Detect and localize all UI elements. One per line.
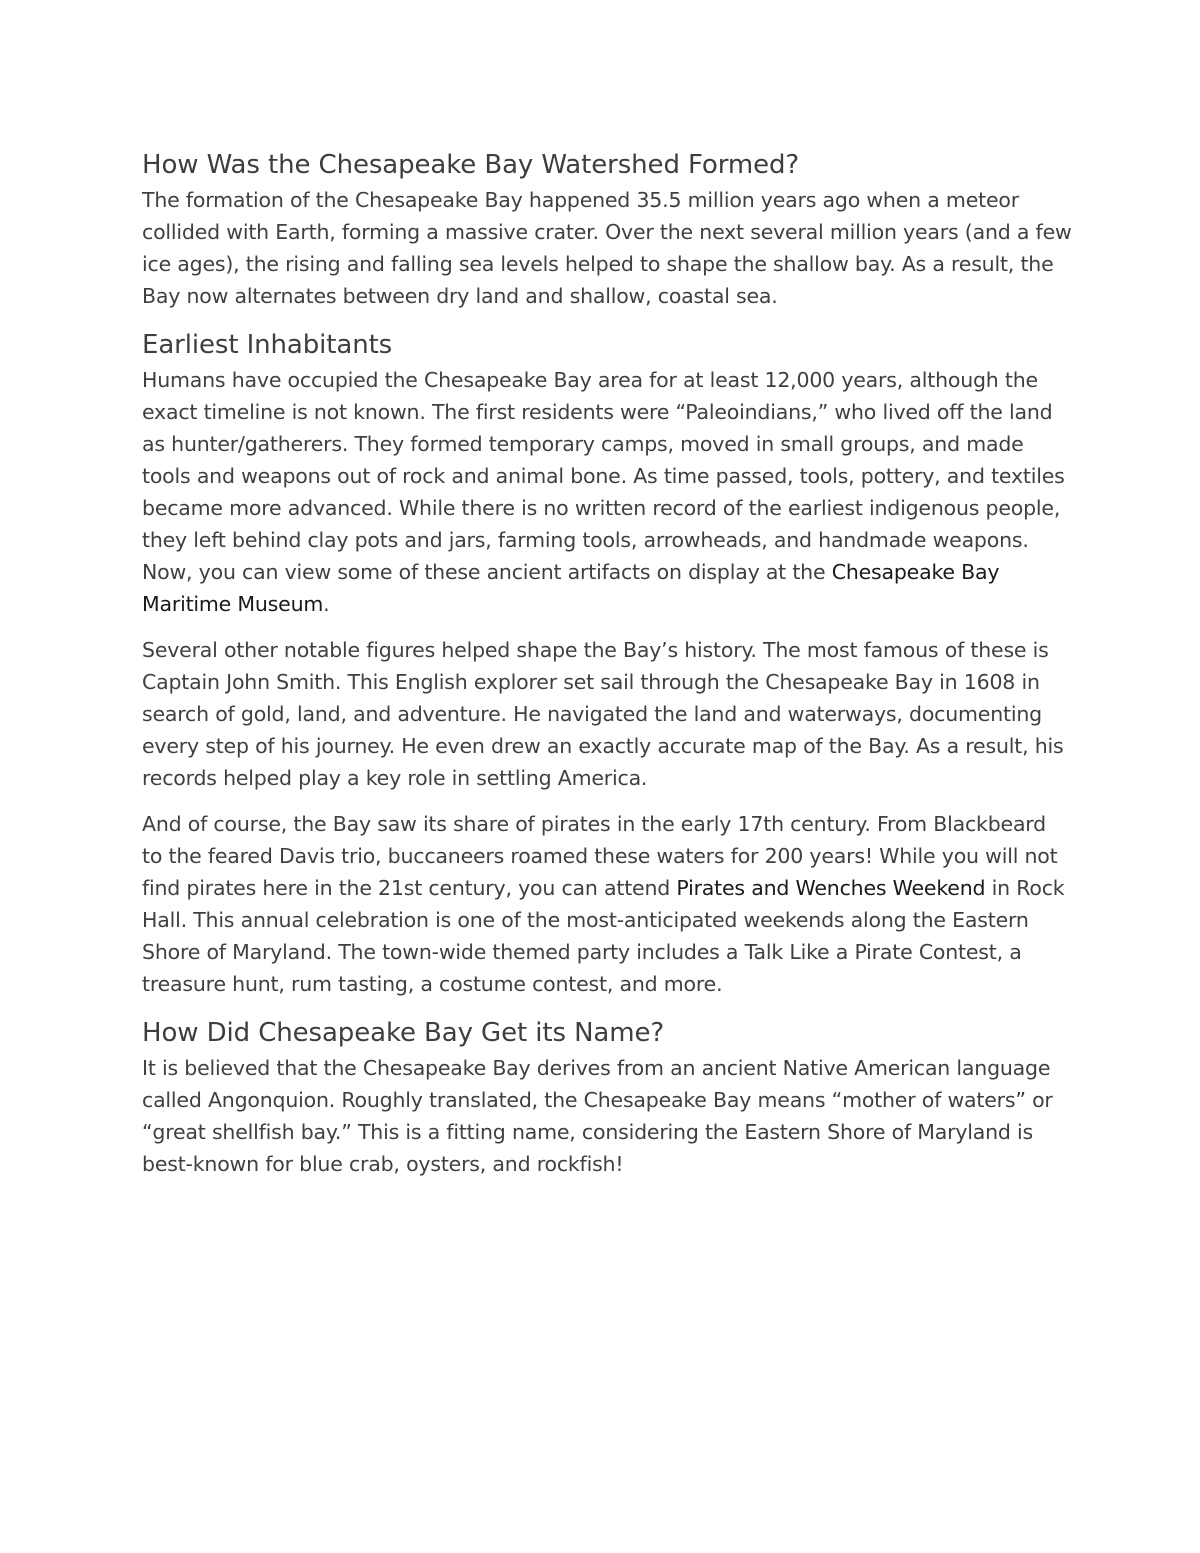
heading-bay-name: How Did Chesapeake Bay Get its Name? — [142, 1018, 665, 1048]
paragraph-inhabitants — [142, 364, 1072, 620]
link-pirates-wenches-weekend[interactable]: Pirates and Wenches Weekend — [676, 876, 986, 900]
paragraph-john-smith: Several other notable figures helped shape the Bay’s history. The most famous of these is Captain John Smith. This English explorer set sail through the Chesapeake Bay in 1608 in search of gold, land, and adventure. He navigated the land and waterways, documenting every step of his journey. He even drew an exactly accurate map of the Bay. As a result, his records helped play a key role in settling America. — [142, 638, 1064, 790]
paragraph-pirates-text: And of course, the Bay saw its share of pirates in the early 17th century. From Blackbeard to the feared Davis trio, buccaneers roamed these waters for 200 years! While you will not find pirates here in the 21st century, you can attend — [142, 812, 1058, 900]
document-body — [142, 146, 1072, 1180]
link-maritime-museum[interactable]: Chesapeake Bay Maritime Museum — [142, 560, 1000, 616]
paragraph-name-origin: It is believed that the Chesapeake Bay derives from an ancient Native American language called Angonquion. Roughly translated, the Chesapeake Bay means “mother of waters” or “great shellfish bay.” This is a fitting name, considering the Eastern Shore of Maryland is best-known for blue crab, oysters, and rockfish! — [142, 1056, 1053, 1176]
paragraph-inhabitants-end: . — [323, 592, 330, 616]
paragraph-pirates-end: in Rock Hall. This annual celebration is one of the most-anticipated weekends along the Eastern Shore of Maryland. The town-wide themed party includes a Talk Like a Pirate Contest, a treasure hunt, rum tasting, a costume contest, and more. — [142, 876, 1065, 996]
paragraph-pirates — [142, 808, 1072, 1000]
paragraph-inhabitants-text: Humans have occupied the Chesapeake Bay area for at least 12,000 years, although the exact timeline is not known. The first residents were “Paleoindians,” who lived off the land as hunter/gatherers. They formed temporary camps, moved in small groups, and made tools and weapons out of rock and animal bone. As time passed, tools, pottery, and textiles became more advanced. While there is no written record of the earliest indigenous people, they left behind clay pots and jars, farming tools, arrowheads, and handmade weapons. Now, you can view some of these ancient artifacts on display at the — [142, 368, 1065, 584]
heading-watershed-formed: How Was the Chesapeake Bay Watershed Formed? — [142, 150, 800, 180]
paragraph-formation: The formation of the Chesapeake Bay happened 35.5 million years ago when a meteor collided with Earth, forming a massive crater. Over the next several million years (and a few ice ages), the rising and falling sea levels helped to shape the shallow bay. As a result, the Bay now alternates between dry land and shallow, coastal sea. — [142, 188, 1072, 308]
heading-earliest-inhabitants: Earliest Inhabitants — [142, 330, 393, 360]
